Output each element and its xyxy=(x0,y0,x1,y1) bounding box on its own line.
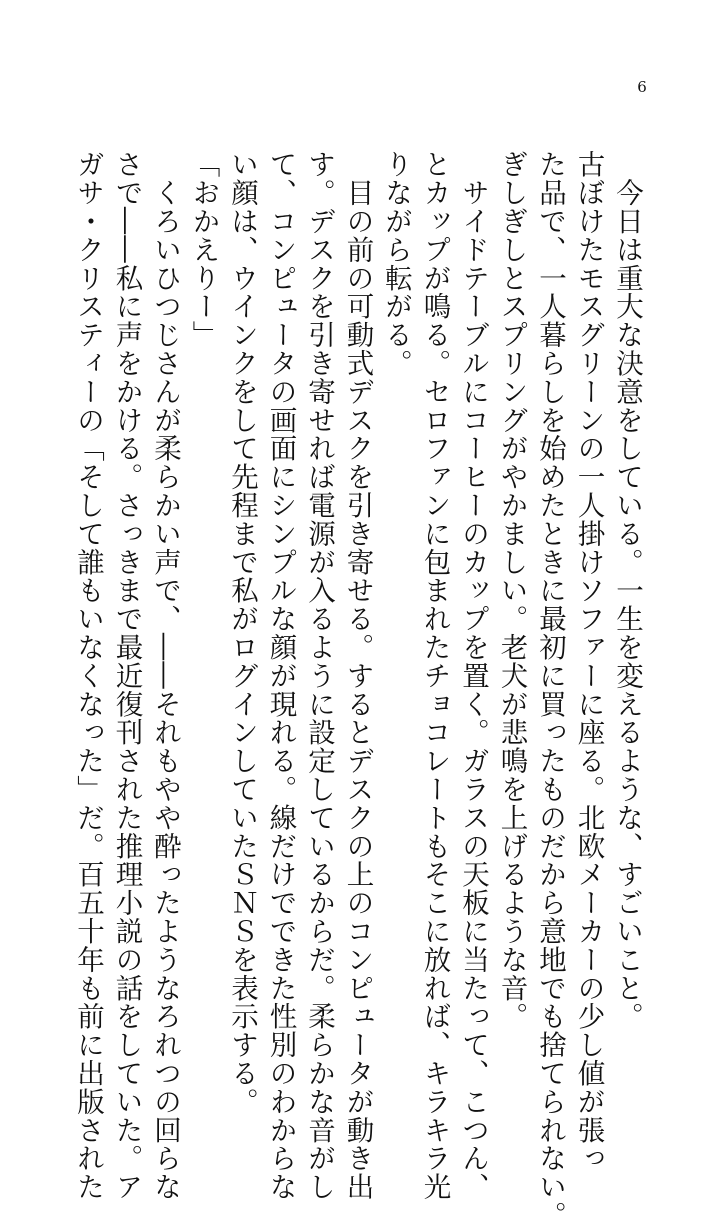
text-line: りながら転がる。 xyxy=(380,150,412,378)
text-line: ガサ・クリスティーの「そして誰もいなくなった」だ。百五十年も前に出版された xyxy=(72,150,104,1201)
text-line: い顔は、ウインクをして先程まで私がログインしていたＳＮＳを表示する。 xyxy=(226,150,258,1116)
text-line: た品で、一人暮らしを始めたときに最初に買ったものだから意地でも捨てられない。 xyxy=(534,150,566,1229)
text-line: 今日は重大な決意をしている。一生を変えるような、すごいこと。 xyxy=(611,150,643,1031)
page-number: 6 xyxy=(637,78,647,96)
body-text-vertical xyxy=(69,150,647,1229)
text-line: サイドテーブルにコーヒーのカップを置く。ガラスの天板に当たって、こつん、 xyxy=(457,150,489,1201)
text-line: くろいひつじさんが柔らかい声で、――それもやや酔ったようなろれつの回らな xyxy=(149,150,181,1201)
text-line: 「おかえりー」 xyxy=(187,150,220,349)
text-line: ぎしぎしとスプリングがやかましい。老犬が悲鳴を上げるような音。 xyxy=(495,150,528,1031)
text-line: とカップが鳴る。セロファンに包まれたチョコレートもそこに放れば、キラキラ光 xyxy=(418,150,451,1201)
text-line: て、コンピュータの画面にシンプルな顔が現れる。線だけでできた性別のわからな xyxy=(264,150,297,1201)
text-line: 古ぼけたモスグリーンの一人掛けソファーに座る。北欧メーカーの少し値が張っ xyxy=(572,150,605,1173)
text-line: す。デスクを引き寄せれば電源が入るように設定しているからだ。柔らかな音がし xyxy=(303,150,335,1201)
text-line: 目の前の可動式デスクを引き寄せる。するとデスクの上のコンピュータが動き出 xyxy=(341,150,374,1201)
text-line: さで――私に声をかける。さっきまで最近復刊された推理小説の話をしていた。ア xyxy=(110,150,143,1201)
